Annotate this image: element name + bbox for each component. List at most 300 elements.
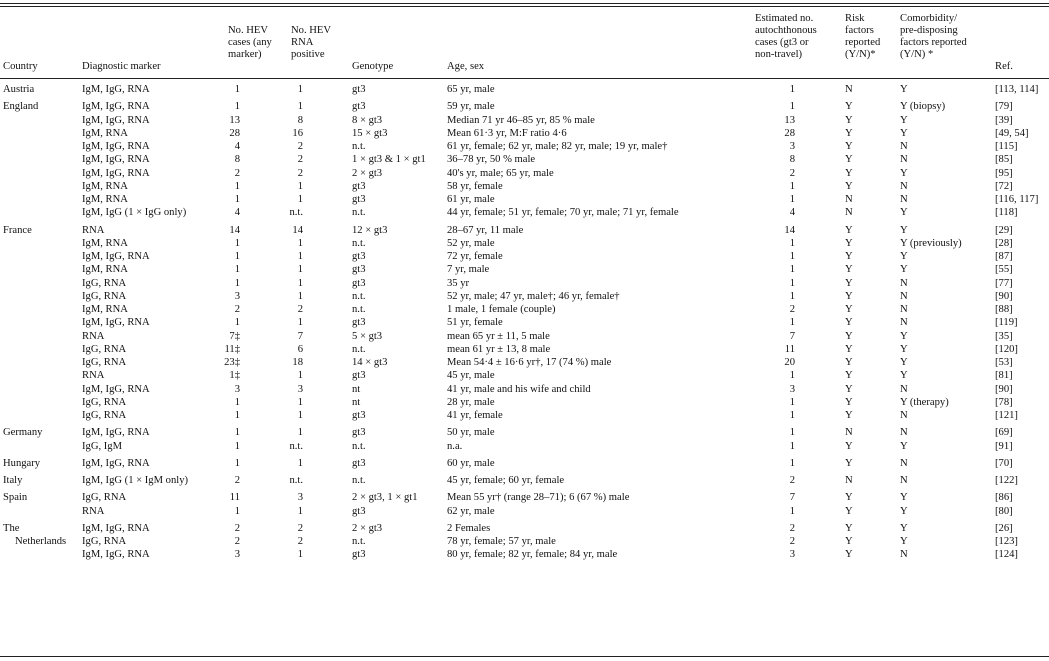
cell-age-sex: 36–78 yr, 50 % male: [447, 154, 536, 166]
cell-rna-positive: 1: [297, 180, 303, 192]
header-estimated-autochthonous: Estimated no. autochthonous cases (gt3 or non-travel): [755, 13, 817, 60]
cell-cases: 1: [234, 264, 240, 276]
cell-genotype: 2 × gt3: [352, 167, 383, 179]
cell-risk: Y: [845, 440, 853, 452]
table-row: [0, 207, 1049, 220]
header-comorbidity: Comorbidity/ pre-disposing factors reported (Y/N) *: [900, 13, 967, 60]
cell-risk: Y: [845, 343, 853, 355]
cell-ref: [113, 114]: [995, 84, 1039, 95]
cell-ref: [81]: [995, 370, 1013, 382]
cell-cases: 11: [229, 492, 240, 504]
table-row: [0, 397, 1049, 410]
cell-age-sex: 2 Females: [447, 522, 491, 534]
cell-rna-positive: 2: [297, 167, 303, 179]
cell-rna-positive: 7: [297, 330, 303, 342]
cell-genotype: gt3: [352, 251, 366, 262]
cell-comorbidity: Y: [900, 370, 908, 382]
table-row: [0, 475, 1049, 488]
cell-risk: Y: [845, 167, 853, 179]
cell-autochthonous: 4: [789, 207, 795, 219]
table-row: [0, 357, 1049, 370]
table-row: [0, 458, 1049, 471]
cell-risk: N: [845, 84, 853, 95]
cell-rna-positive: 1: [297, 290, 303, 302]
cell-age-sex: 28 yr, male: [447, 396, 495, 408]
cell-age-sex: 7 yr, male: [447, 264, 490, 276]
cell-rna-positive: 1: [297, 457, 303, 469]
cell-genotype: gt3: [352, 180, 366, 192]
table-row: [0, 278, 1049, 291]
table-row: [0, 291, 1049, 304]
header-genotype: Genotype: [352, 61, 394, 72]
cell-comorbidity: N: [900, 304, 908, 315]
cell-risk: Y: [845, 522, 853, 534]
cell-age-sex: 59 yr, male: [447, 101, 495, 113]
cell-age-sex: 51 yr, female: [447, 317, 503, 329]
cell-rna-positive: n.t.: [289, 207, 303, 219]
cell-rna-positive: 2: [297, 304, 303, 315]
cell-country: Germany: [3, 427, 43, 439]
cell-marker: IgM, IgG, RNA: [82, 154, 150, 166]
cell-age-sex: 52 yr, male: [447, 237, 495, 249]
cell-ref: [70]: [995, 457, 1013, 469]
table-row: [0, 506, 1049, 519]
cell-marker: RNA: [82, 505, 105, 517]
cell-risk: Y: [845, 536, 853, 547]
cell-marker: RNA: [82, 224, 105, 236]
cell-ref: [121]: [995, 410, 1018, 421]
cell-marker: IgM, IgG, RNA: [82, 427, 150, 439]
cell-ref: [123]: [995, 536, 1018, 547]
cell-autochthonous: 1: [789, 101, 795, 113]
cell-cases: 1: [234, 427, 240, 439]
cell-rna-positive: 6: [297, 343, 303, 355]
cell-rna-positive: n.t.: [289, 475, 303, 486]
cell-comorbidity: N: [900, 277, 908, 289]
cell-marker: IgM, IgG, RNA: [82, 317, 150, 329]
table-row: [0, 331, 1049, 344]
cell-age-sex: 52 yr, male; 47 yr, male†; 46 yr, female†: [447, 290, 620, 302]
cell-comorbidity: N: [900, 154, 908, 166]
cell-genotype: n.t.: [352, 475, 366, 486]
cell-genotype: 2 × gt3, 1 × gt1: [352, 492, 418, 504]
cell-marker: IgM, RNA: [82, 127, 128, 139]
cell-country: Hungary: [3, 457, 41, 469]
bottom-rule: [0, 656, 1049, 657]
cell-risk: Y: [845, 127, 853, 139]
cell-genotype: gt3: [352, 317, 366, 329]
table-row: [0, 168, 1049, 181]
cell-cases: 2: [234, 304, 240, 315]
cell-cases: 28: [229, 127, 240, 139]
cell-rna-positive: 1: [297, 251, 303, 262]
cell-comorbidity: N: [900, 383, 908, 395]
cell-age-sex: mean 61 yr ± 13, 8 male: [447, 343, 551, 355]
cell-marker: IgM, IgG, RNA: [82, 141, 150, 152]
cell-cases: 3: [234, 290, 240, 302]
header-country: Country: [3, 61, 38, 72]
cell-comorbidity: Y: [900, 330, 908, 342]
cell-ref: [26]: [995, 522, 1013, 534]
cell-ref: [55]: [995, 264, 1013, 276]
cell-rna-positive: 1: [297, 277, 303, 289]
cell-genotype: n.t.: [352, 237, 366, 249]
cell-comorbidity: Y (previously): [900, 237, 962, 249]
cell-rna-positive: 16: [292, 127, 303, 139]
cell-genotype: gt3: [352, 549, 366, 561]
cell-autochthonous: 3: [789, 383, 795, 395]
cell-cases: 1: [234, 505, 240, 517]
table-row: [0, 181, 1049, 194]
cell-ref: [79]: [995, 101, 1013, 113]
cell-ref: [120]: [995, 343, 1018, 355]
cell-ref: [72]: [995, 180, 1013, 192]
cell-marker: IgM, RNA: [82, 304, 128, 315]
cell-ref: [77]: [995, 277, 1013, 289]
table-row: [0, 128, 1049, 141]
cell-cases: 1: [234, 317, 240, 329]
cell-risk: Y: [845, 330, 853, 342]
cell-age-sex: 80 yr, female; 82 yr, female; 84 yr, male: [447, 549, 618, 561]
cell-comorbidity: Y: [900, 127, 908, 139]
cell-age-sex: 78 yr, female; 57 yr, male: [447, 536, 556, 547]
table-row: [0, 264, 1049, 277]
cell-comorbidity: Y: [900, 224, 908, 236]
cell-marker: IgM, IgG, RNA: [82, 383, 150, 395]
header-risk-factors: Risk factors reported (Y/N)*: [845, 13, 881, 60]
cell-rna-positive: 1: [297, 237, 303, 249]
cell-cases: 1‡: [229, 370, 240, 382]
cell-country: Spain: [3, 492, 28, 504]
cell-cases: 3: [234, 549, 240, 561]
table-row: [0, 317, 1049, 330]
table-row: [0, 492, 1049, 505]
cell-autochthonous: 1: [789, 410, 795, 421]
cell-genotype: nt: [352, 383, 361, 395]
cell-rna-positive: 8: [297, 114, 303, 126]
cell-autochthonous: 1: [789, 180, 795, 192]
cell-risk: Y: [845, 410, 853, 421]
cell-country: Netherlands: [15, 536, 67, 547]
table-row: [0, 225, 1049, 238]
cell-age-sex: 72 yr, female: [447, 251, 503, 262]
cell-marker: IgM, IgG (1 × IgG only): [82, 207, 187, 219]
cell-ref: [122]: [995, 475, 1018, 486]
cell-autochthonous: 1: [789, 457, 795, 469]
cell-genotype: 2 × gt3: [352, 522, 383, 534]
cell-risk: Y: [845, 180, 853, 192]
cell-rna-positive: 1: [297, 396, 303, 408]
top-rule-outer: [0, 3, 1049, 4]
top-rule-inner: [0, 6, 1049, 7]
cell-comorbidity: N: [900, 475, 908, 486]
cell-comorbidity: N: [900, 410, 908, 421]
cell-risk: Y: [845, 457, 853, 469]
cell-genotype: gt3: [352, 84, 366, 95]
cell-comorbidity: Y: [900, 264, 908, 276]
cell-genotype: n.t.: [352, 536, 366, 547]
cell-genotype: nt: [352, 396, 361, 408]
cell-marker: IgG, IgM: [82, 440, 123, 452]
cell-rna-positive: 1: [297, 317, 303, 329]
cell-risk: Y: [845, 237, 853, 249]
cell-autochthonous: 1: [789, 505, 795, 517]
cell-cases: 1: [234, 457, 240, 469]
cell-risk: Y: [845, 154, 853, 166]
cell-cases: 1: [234, 101, 240, 113]
cell-comorbidity: N: [900, 457, 908, 469]
cell-age-sex: 58 yr, female: [447, 180, 503, 192]
cell-age-sex: Mean 61·3 yr, M:F ratio 4·6: [447, 127, 567, 139]
cell-autochthonous: 1: [789, 84, 795, 95]
cell-cases: 11‡: [224, 343, 240, 355]
cell-risk: N: [845, 475, 853, 486]
cell-marker: IgG, RNA: [82, 396, 127, 408]
cell-autochthonous: 7: [789, 330, 795, 342]
cell-cases: 13: [229, 114, 240, 126]
cell-comorbidity: Y: [900, 492, 908, 504]
cell-age-sex: 41 yr, female: [447, 410, 503, 421]
cell-comorbidity: N: [900, 290, 908, 302]
table-row: [0, 84, 1049, 97]
cell-marker: IgM, IgG, RNA: [82, 549, 150, 561]
cell-cases: 23‡: [224, 357, 240, 368]
cell-country: The: [3, 522, 20, 534]
cell-risk: N: [845, 207, 853, 219]
cell-country: Italy: [3, 475, 23, 486]
cell-age-sex: 62 yr, male: [447, 505, 495, 517]
table-row: [0, 238, 1049, 251]
cell-risk: Y: [845, 549, 853, 561]
cell-autochthonous: 1: [789, 290, 795, 302]
table-row: [0, 523, 1049, 536]
cell-autochthonous: 1: [789, 317, 795, 329]
cell-risk: Y: [845, 141, 853, 152]
cell-risk: Y: [845, 101, 853, 113]
cell-autochthonous: 20: [784, 357, 795, 368]
cell-marker: IgM, IgG (1 × IgM only): [82, 475, 189, 486]
cell-marker: IgG, RNA: [82, 536, 127, 547]
cell-genotype: n.t.: [352, 440, 366, 452]
cell-comorbidity: N: [900, 180, 908, 192]
cell-cases: 8: [234, 154, 240, 166]
cell-age-sex: 61 yr, female; 62 yr, male; 82 yr, male; 19 yr, male†: [447, 141, 668, 152]
cell-comorbidity: N: [900, 141, 908, 152]
table-row: [0, 427, 1049, 440]
cell-ref: [119]: [995, 317, 1018, 329]
table-row: [0, 536, 1049, 549]
table-row: [0, 370, 1049, 383]
cell-autochthonous: 1: [789, 237, 795, 249]
cell-autochthonous: 1: [789, 396, 795, 408]
cell-autochthonous: 1: [789, 251, 795, 262]
cell-marker: IgM, IgG, RNA: [82, 457, 150, 469]
table-row: [0, 344, 1049, 357]
cell-age-sex: 28–67 yr, 11 male: [447, 224, 524, 236]
cell-comorbidity: Y (biopsy): [900, 101, 946, 113]
cell-autochthonous: 13: [784, 114, 795, 126]
cell-age-sex: 35 yr: [447, 277, 470, 289]
cell-genotype: gt3: [352, 427, 366, 439]
cell-autochthonous: 1: [789, 440, 795, 452]
cell-genotype: n.t.: [352, 141, 366, 152]
cell-rna-positive: 1: [297, 370, 303, 382]
cell-cases: 7‡: [229, 330, 240, 342]
cell-rna-positive: 1: [297, 101, 303, 113]
cell-cases: 1: [234, 194, 240, 205]
header-ref: Ref.: [995, 61, 1013, 72]
cell-risk: Y: [845, 277, 853, 289]
cell-genotype: 15 × gt3: [352, 127, 388, 139]
cell-marker: RNA: [82, 330, 105, 342]
cell-cases: 1: [234, 410, 240, 421]
cell-marker: IgG, RNA: [82, 492, 127, 504]
cell-cases: 2: [234, 475, 240, 486]
cell-genotype: gt3: [352, 505, 366, 517]
cell-comorbidity: Y: [900, 522, 908, 534]
cell-genotype: 1 × gt3 & 1 × gt1: [352, 154, 426, 166]
cell-rna-positive: 1: [297, 410, 303, 421]
cell-ref: [91]: [995, 440, 1013, 452]
cell-autochthonous: 8: [789, 154, 795, 166]
cell-marker: IgM, IgG, RNA: [82, 522, 150, 534]
cell-autochthonous: 1: [789, 427, 795, 439]
cell-comorbidity: Y: [900, 343, 908, 355]
header-rule: [0, 78, 1049, 79]
cell-autochthonous: 11: [784, 343, 795, 355]
cell-marker: IgG, RNA: [82, 277, 127, 289]
cell-risk: Y: [845, 251, 853, 262]
cell-age-sex: 50 yr, male: [447, 427, 495, 439]
cell-marker: IgG, RNA: [82, 290, 127, 302]
cell-rna-positive: 3: [297, 492, 303, 504]
cell-ref: [35]: [995, 330, 1013, 342]
cell-ref: [80]: [995, 505, 1013, 517]
cell-genotype: 14 × gt3: [352, 357, 388, 368]
table-row: [0, 410, 1049, 423]
cell-cases: 1: [234, 251, 240, 262]
cell-autochthonous: 7: [789, 492, 795, 504]
cell-comorbidity: N: [900, 549, 908, 561]
cell-marker: IgM, RNA: [82, 194, 128, 205]
cell-country: France: [3, 224, 32, 236]
cell-cases: 2: [234, 522, 240, 534]
cell-rna-positive: 2: [297, 522, 303, 534]
cell-autochthonous: 28: [784, 127, 795, 139]
cell-comorbidity: Y: [900, 251, 908, 262]
table-row: [0, 304, 1049, 317]
cell-autochthonous: 1: [789, 370, 795, 382]
cell-risk: Y: [845, 304, 853, 315]
table-row: [0, 251, 1049, 264]
cell-ref: [87]: [995, 251, 1013, 262]
cell-autochthonous: 1: [789, 277, 795, 289]
cell-genotype: gt3: [352, 370, 366, 382]
cell-ref: [49, 54]: [995, 127, 1029, 139]
cell-cases: 3: [234, 383, 240, 395]
cell-marker: IgG, RNA: [82, 357, 127, 368]
cell-genotype: gt3: [352, 101, 366, 113]
cell-ref: [53]: [995, 357, 1013, 368]
cell-ref: [78]: [995, 396, 1013, 408]
cell-age-sex: 45 yr, female; 60 yr, female: [447, 475, 565, 486]
cell-cases: 1: [234, 440, 240, 452]
cell-age-sex: Mean 55 yr† (range 28–71); 6 (67 %) male: [447, 492, 630, 504]
cell-autochthonous: 3: [789, 549, 795, 561]
cell-comorbidity: Y: [900, 357, 908, 368]
cell-ref: [95]: [995, 167, 1013, 179]
cell-marker: IgM, IgG, RNA: [82, 251, 150, 262]
cell-marker: IgG, RNA: [82, 410, 127, 421]
cell-risk: Y: [845, 224, 853, 236]
cell-rna-positive: 1: [297, 549, 303, 561]
cell-autochthonous: 2: [789, 167, 795, 179]
header-age-sex: Age, sex: [447, 61, 485, 72]
cell-marker: IgM, IgG, RNA: [82, 84, 150, 95]
cell-autochthonous: 1: [789, 264, 795, 276]
cell-ref: [115]: [995, 141, 1018, 152]
cell-age-sex: 65 yr, male: [447, 84, 495, 95]
cell-age-sex: n.a.: [447, 440, 463, 452]
cell-autochthonous: 3: [789, 141, 795, 152]
cell-risk: Y: [845, 396, 853, 408]
cell-risk: Y: [845, 505, 853, 517]
header-no-hev-rna-positive: No. HEV RNA positive: [291, 25, 332, 60]
cell-autochthonous: 2: [789, 475, 795, 486]
cell-genotype: 5 × gt3: [352, 330, 383, 342]
cell-risk: Y: [845, 370, 853, 382]
cell-rna-positive: 1: [297, 264, 303, 276]
cell-age-sex: 1 male, 1 female (couple): [447, 304, 556, 315]
cell-age-sex: 60 yr, male: [447, 457, 495, 469]
cell-rna-positive: 18: [292, 357, 303, 368]
cell-marker: IgM, IgG, RNA: [82, 114, 150, 126]
cell-rna-positive: 1: [297, 505, 303, 517]
cell-genotype: gt3: [352, 457, 366, 469]
cell-genotype: gt3: [352, 194, 366, 205]
cell-comorbidity: N: [900, 317, 908, 329]
cell-genotype: gt3: [352, 277, 366, 289]
table-row: [0, 115, 1049, 128]
cell-risk: Y: [845, 317, 853, 329]
cell-rna-positive: 2: [297, 536, 303, 547]
cell-ref: [28]: [995, 237, 1013, 249]
cell-ref: [116, 117]: [995, 194, 1039, 205]
cell-comorbidity: Y: [900, 84, 908, 95]
cell-age-sex: Mean 54·4 ± 16·6 yr†, 17 (74 %) male: [447, 357, 612, 368]
cell-risk: Y: [845, 114, 853, 126]
header-diagnostic-marker: Diagnostic marker: [82, 61, 161, 72]
cell-risk: N: [845, 194, 853, 205]
cell-risk: Y: [845, 383, 853, 395]
cell-rna-positive: 3: [297, 383, 303, 395]
cell-ref: [86]: [995, 492, 1013, 504]
cell-marker: IgG, RNA: [82, 343, 127, 355]
cell-autochthonous: 2: [789, 522, 795, 534]
header-no-hev-cases: No. HEV cases (any marker): [228, 25, 272, 60]
cell-age-sex: 41 yr, male and his wife and child: [447, 383, 591, 395]
cell-cases: 1: [234, 180, 240, 192]
cell-genotype: n.t.: [352, 290, 366, 302]
cell-comorbidity: Y (therapy): [900, 396, 949, 408]
cell-ref: [88]: [995, 304, 1013, 315]
cell-marker: RNA: [82, 370, 105, 382]
cell-marker: IgM, IgG, RNA: [82, 101, 150, 113]
cell-cases: 2: [234, 536, 240, 547]
cell-comorbidity: Y: [900, 505, 908, 517]
table-row: [0, 384, 1049, 397]
cell-cases: 1: [234, 396, 240, 408]
